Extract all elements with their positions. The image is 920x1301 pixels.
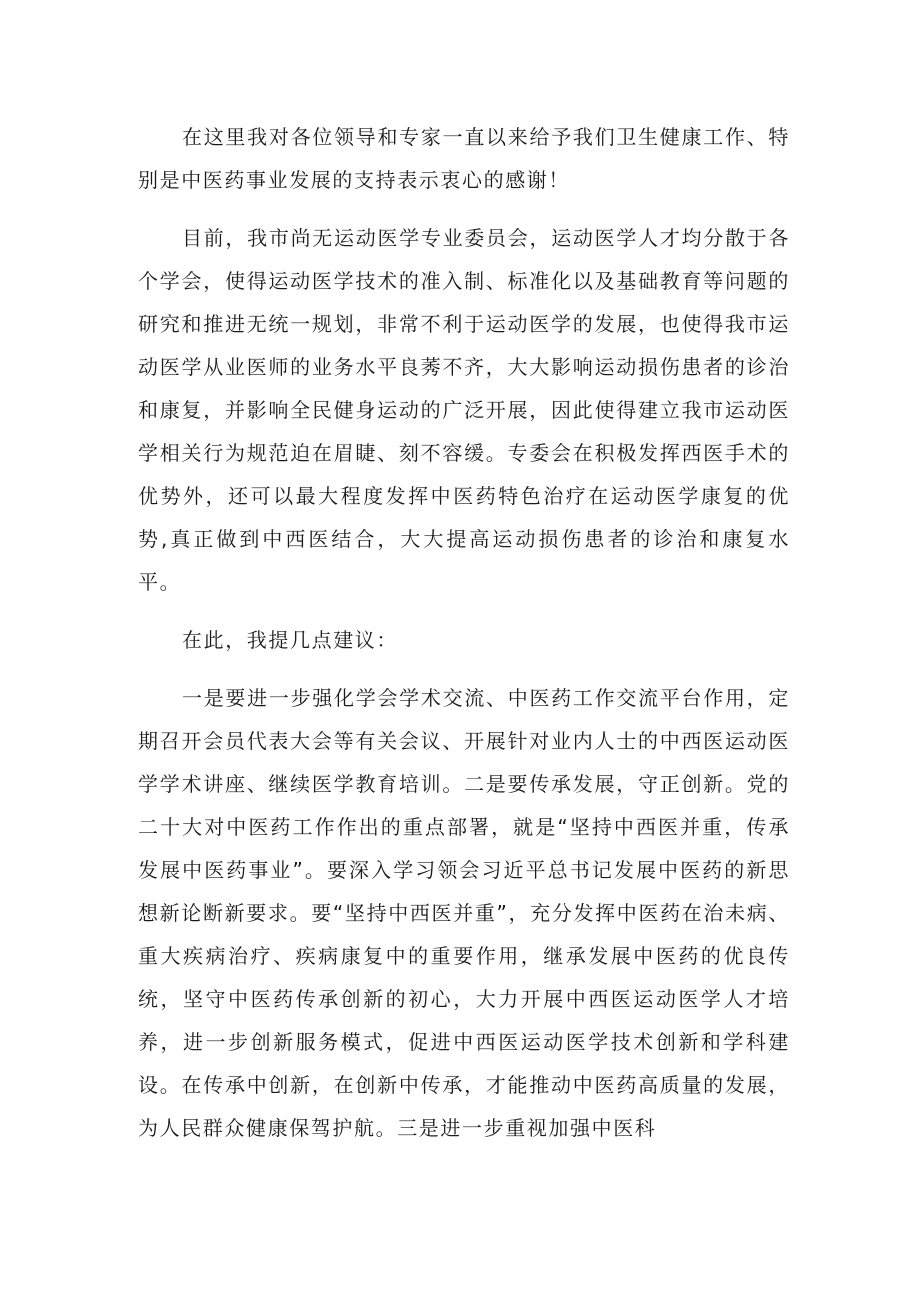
document-body <box>138 116 790 1150</box>
paragraph-current-situation: 目前，我市尚无运动医学专业委员会，运动医学人才均分散于各个学会，使得运动医学技术的准入制、标准化以及基础教育等问题的研究和推进无统一规划，非常不利于运动医学的发展，也使得我市运动医学从业医师的业务水平良莠不齐，大大影响运动损伤患者的诊治和康复，并影响全民健身运动的广泛开展，因此使得建立我市运动医学相关行为规范迫在眉睫、刻不容缓。专委会在积极发挥西医手术的优势外，还可以最大程度发挥中医药特色治疗在运动医学康复的优势,真正做到中西医结合，大大提高运动损伤患者的诊治和康复水平。 <box>138 226 790 594</box>
paragraph-suggestions: 一是要进一步强化学会学术交流、中医药工作交流平台作用，定期召开会员代表大会等有关会议、开展针对业内人士的中西医运动医学学术讲座、继续医学教育培训。二是要传承发展，守正创新。党的二十大对中医药工作作出的重点部署，就是“坚持中西医并重，传承发展中医药事业”。要深入学习领会习近平总书记发展中医药的新思想新论断新要求。要“坚持中西医并重”，充分发挥中医药在治未病、重大疾病治疗、疾病康复中的重要作用，继承发展中医药的优良传统，坚守中医药传承创新的初心，大力开展中西医运动医学人才培养，进一步创新服务模式，促进中西医运动医学技术创新和学科建设。在传承中创新，在创新中传承，才能推动中医药高质量的发展，为人民群众健康保驾护航。三是进一步重视加强中医科 <box>138 686 790 1140</box>
paragraph-thanks: 在这里我对各位领导和专家一直以来给予我们卫生健康工作、特别是中医药事业发展的支持表示衷心的感谢！ <box>138 125 790 192</box>
paragraph-suggestions-intro: 在此，我提几点建议： <box>182 628 398 652</box>
